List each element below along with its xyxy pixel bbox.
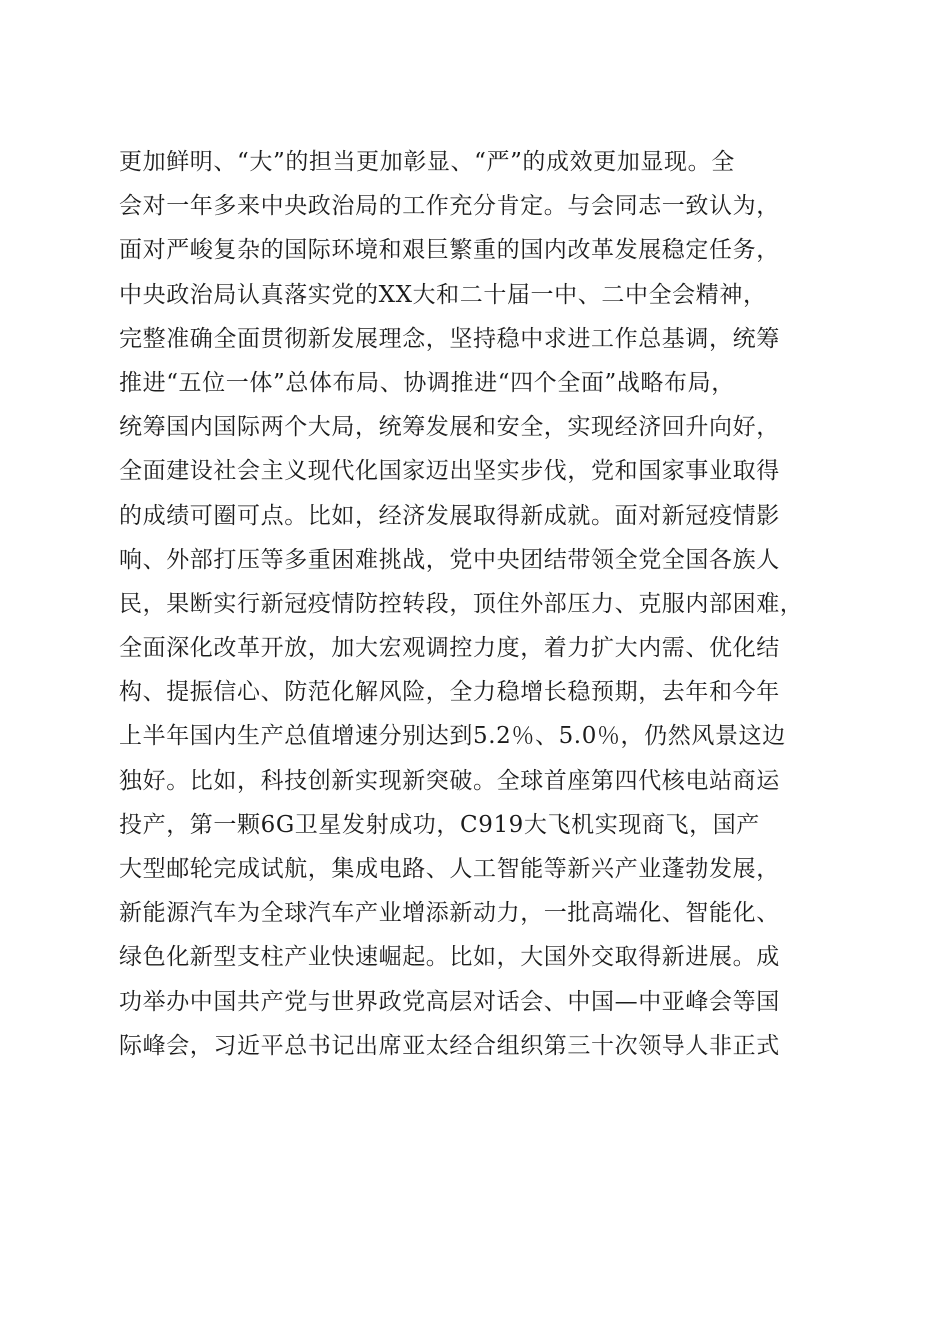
text-line-1: 更加鲜明、“大”的担当更加彰显、“严”的成效更加显现。全 [119,149,735,175]
text-line-15: 独好。比如，科技创新实现新突破。全球首座第四代核电站商运 [119,767,780,794]
text-line-8: 全面建设社会主义现代化国家迈出坚实步伐，党和国家事业取得 [119,458,780,485]
text-line-10: 响、外部打压等多重困难挑战，党中央团结带领全党全国各族人 [119,546,780,573]
body-paragraph [119,140,839,1068]
text-line-3: 面对严峻复杂的国际环境和艰巨繁重的国内改革发展稳定任务， [119,237,780,264]
text-line-6: 推进“五位一体”总体布局、协调推进“四个全面”战略布局， [119,369,735,396]
text-line-11: 民，果断实行新冠疫情防控转段，顶住外部压力、克服内部困难， [119,590,804,617]
text-line-17: 大型邮轮完成试航，集成电路、人工智能等新兴产业蓬勃发展， [119,856,780,882]
text-line-18: 新能源汽车为全球汽车产业增添新动力，一批高端化、智能化、 [119,900,780,927]
text-line-20: 功举办中国共产党与世界政党高层对话会、中国—中亚峰会等国 [119,988,780,1015]
text-line-9: 的成绩可圈可点。比如，经济发展取得新成就。面对新冠疫情影 [119,502,780,529]
text-line-2: 会对一年多来中央政治局的工作充分肯定。与会同志一致认为， [119,193,780,220]
text-line-14: 上半年国内生产总值增速分别达到5.2％、5.0％，仍然风景这边 [119,723,786,750]
text-line-12: 全面深化改革开放，加大宏观调控力度，着力扩大内需、优化结 [119,635,780,662]
text-line-13: 构、提振信心、防范化解风险，全力稳增长稳预期，去年和今年 [119,679,780,706]
text-line-16: 投产，第一颗6G卫星发射成功，C919大飞机实现商飞，国产 [119,811,760,838]
text-line-21: 际峰会，习近平总书记出席亚太经合组织第三十次领导人非正式 [119,1032,780,1059]
text-line-4: 中央政治局认真落实党的XX大和二十届一中、二中全会精神， [119,281,767,308]
text-line-5: 完整准确全面贯彻新发展理念，坚持稳中求进工作总基调，统筹 [119,325,780,352]
text-line-19: 绿色化新型支柱产业快速崛起。比如，大国外交取得新进展。成 [119,944,780,971]
text-line-7: 统筹国内国际两个大局，统筹发展和安全，实现经济回升向好， [119,414,780,441]
